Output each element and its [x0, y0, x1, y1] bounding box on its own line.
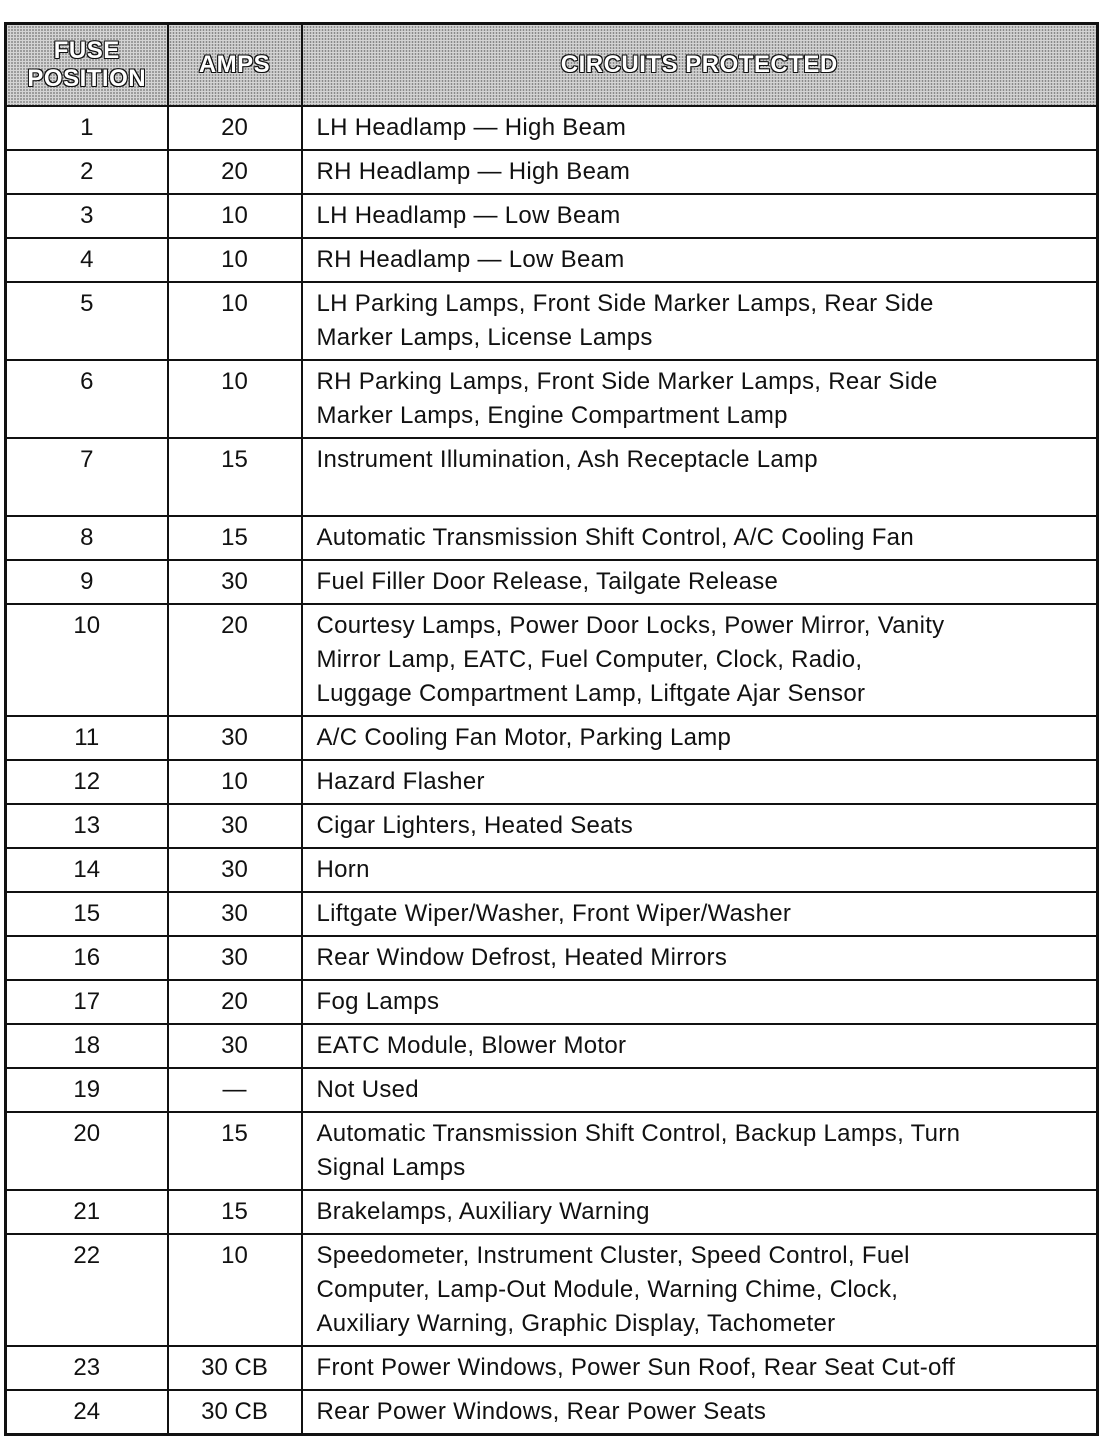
circuits-cell [302, 892, 1098, 936]
circuit-line: Mirror Lamp, EATC, Fuel Computer, Clock, Radio, [316, 646, 863, 673]
circuits-cell [302, 980, 1098, 1024]
fuse-position-cell: 7 [6, 438, 168, 516]
circuits-cell [302, 716, 1098, 760]
circuit-line: Instrument Illumination, Ash Receptacle Lamp [316, 446, 818, 473]
circuit-line: LH Parking Lamps, Front Side Marker Lamps, Rear Side [316, 290, 934, 317]
amps-cell: 30 [168, 560, 302, 604]
fuse-position-cell: 22 [6, 1234, 168, 1346]
fuse-position-cell: 13 [6, 804, 168, 848]
fuse-position-cell: 2 [6, 150, 168, 194]
circuit-line: Rear Power Windows, Rear Power Seats [316, 1398, 767, 1425]
circuits-cell [302, 1068, 1098, 1112]
circuit-line: Luggage Compartment Lamp, Liftgate Ajar Sensor [316, 680, 866, 707]
amps-cell: 30 CB [168, 1346, 302, 1390]
fuse-position-cell: 9 [6, 560, 168, 604]
amps-cell: 30 [168, 848, 302, 892]
amps-cell: 10 [168, 760, 302, 804]
circuits-cell [302, 936, 1098, 980]
amps-cell: 10 [168, 282, 302, 360]
circuit-line: Automatic Transmission Shift Control, Backup Lamps, Turn [316, 1120, 961, 1147]
circuits-cell [302, 1024, 1098, 1068]
circuits-cell [302, 360, 1098, 438]
fuse-position-cell: 8 [6, 516, 168, 560]
circuit-line: Signal Lamps [316, 1154, 466, 1181]
circuits-cell [302, 1190, 1098, 1234]
amps-cell: 15 [168, 438, 302, 516]
table-row [6, 150, 1098, 194]
circuit-line: Automatic Transmission Shift Control, A/C Cooling Fan [316, 524, 914, 551]
circuits-cell [302, 804, 1098, 848]
amps-cell: 30 [168, 892, 302, 936]
circuit-line: Auxiliary Warning, Graphic Display, Tachometer [316, 1310, 836, 1337]
fuse-position-cell: 11 [6, 716, 168, 760]
circuits-cell [302, 1234, 1098, 1346]
circuits-cell [302, 560, 1098, 604]
circuit-line: Horn [316, 856, 370, 883]
circuits-cell [302, 106, 1098, 150]
amps-cell: 15 [168, 516, 302, 560]
table-row [6, 760, 1098, 804]
fuse-position-cell: 19 [6, 1068, 168, 1112]
amps-cell: 10 [168, 238, 302, 282]
table-row [6, 936, 1098, 980]
fuse-position-cell: 3 [6, 194, 168, 238]
circuit-line: Marker Lamps, Engine Compartment Lamp [316, 402, 788, 429]
amps-cell: 20 [168, 604, 302, 716]
fuse-position-cell: 4 [6, 238, 168, 282]
table-row [6, 804, 1098, 848]
table-row [6, 1024, 1098, 1068]
circuit-line: Marker Lamps, License Lamps [316, 324, 653, 351]
circuit-line: RH Parking Lamps, Front Side Marker Lamps, Rear Side [316, 368, 938, 395]
table-body [6, 106, 1098, 1435]
table-row [6, 106, 1098, 150]
fuse-position-header [6, 24, 168, 107]
table-row [6, 282, 1098, 360]
amps-cell: 30 [168, 936, 302, 980]
circuit-line: LH Headlamp — Low Beam [316, 202, 621, 229]
circuit-line: A/C Cooling Fan Motor, Parking Lamp [316, 724, 732, 751]
table-header [6, 24, 1098, 107]
amps-cell: 30 [168, 804, 302, 848]
fuse-position-cell: 20 [6, 1112, 168, 1190]
table-row [6, 194, 1098, 238]
table-row [6, 516, 1098, 560]
circuits-cell [302, 438, 1098, 516]
fuse-position-cell: 21 [6, 1190, 168, 1234]
circuit-line: Not Used [316, 1076, 419, 1103]
circuits-cell [302, 1390, 1098, 1435]
fuse-table [4, 22, 1099, 1436]
circuit-line [317, 477, 1085, 511]
circuits-cell [302, 848, 1098, 892]
table-row [6, 560, 1098, 604]
table-row [6, 1112, 1098, 1190]
fuse-position-cell: 15 [6, 892, 168, 936]
amps-cell: 30 CB [168, 1390, 302, 1435]
circuits-cell [302, 516, 1098, 560]
circuit-line: RH Headlamp — High Beam [316, 158, 631, 185]
circuits-cell [302, 1112, 1098, 1190]
circuits-cell [302, 150, 1098, 194]
fuse-position-cell: 16 [6, 936, 168, 980]
amps-cell: 10 [168, 1234, 302, 1346]
circuits-protected-header: CIRCUITS PROTECTED [302, 24, 1098, 107]
header-row [6, 24, 1098, 107]
table-row [6, 1390, 1098, 1435]
fuse-position-cell: 24 [6, 1390, 168, 1435]
circuits-cell [302, 194, 1098, 238]
fuse-position-cell: 18 [6, 1024, 168, 1068]
circuit-line: Rear Window Defrost, Heated Mirrors [316, 944, 728, 971]
circuit-line: Courtesy Lamps, Power Door Locks, Power Mirror, Vanity [316, 612, 945, 639]
circuit-line: Hazard Flasher [316, 768, 485, 795]
amps-cell: 10 [168, 194, 302, 238]
fuse-position-cell: 17 [6, 980, 168, 1024]
fuse-position-cell: 12 [6, 760, 168, 804]
amps-cell: 30 [168, 716, 302, 760]
circuits-cell [302, 238, 1098, 282]
circuits-cell [302, 604, 1098, 716]
circuit-line: Fuel Filler Door Release, Tailgate Release [316, 568, 779, 595]
fuse-position-cell: 1 [6, 106, 168, 150]
circuit-line: Cigar Lighters, Heated Seats [316, 812, 634, 839]
fuse-position-cell: 10 [6, 604, 168, 716]
amps-header: AMPS [168, 24, 302, 107]
table-row [6, 1068, 1098, 1112]
fuse-position-cell: 5 [6, 282, 168, 360]
fuse-position-header-line2: POSITION [27, 65, 147, 92]
circuit-line: Front Power Windows, Power Sun Roof, Rear Seat Cut-off [316, 1354, 956, 1381]
circuits-cell [302, 760, 1098, 804]
circuit-line: Speedometer, Instrument Cluster, Speed Control, Fuel [316, 1242, 910, 1269]
fuse-position-header-line1: FUSE [53, 37, 120, 64]
circuit-line: RH Headlamp — Low Beam [316, 246, 625, 273]
circuits-cell [302, 1346, 1098, 1390]
table-row [6, 238, 1098, 282]
table-row [6, 604, 1098, 716]
table-row [6, 892, 1098, 936]
amps-cell: 20 [168, 150, 302, 194]
table-row [6, 438, 1098, 516]
circuit-line: Computer, Lamp-Out Module, Warning Chime, Clock, [316, 1276, 899, 1303]
table-row [6, 980, 1098, 1024]
circuits-cell [302, 282, 1098, 360]
amps-cell: 15 [168, 1112, 302, 1190]
table-row [6, 848, 1098, 892]
table-row [6, 1346, 1098, 1390]
amps-cell: 20 [168, 980, 302, 1024]
circuit-line: LH Headlamp — High Beam [316, 114, 627, 141]
amps-cell: 15 [168, 1190, 302, 1234]
table-row [6, 1234, 1098, 1346]
amps-cell: — [168, 1068, 302, 1112]
fuse-position-cell: 6 [6, 360, 168, 438]
table-row [6, 360, 1098, 438]
fuse-position-cell: 14 [6, 848, 168, 892]
table-row [6, 716, 1098, 760]
amps-cell: 30 [168, 1024, 302, 1068]
circuit-line: Fog Lamps [316, 988, 440, 1015]
amps-cell: 20 [168, 106, 302, 150]
circuit-line: Brakelamps, Auxiliary Warning [316, 1198, 650, 1225]
circuit-line: EATC Module, Blower Motor [316, 1032, 627, 1059]
fuse-position-cell: 23 [6, 1346, 168, 1390]
table-row [6, 1190, 1098, 1234]
circuit-line: Liftgate Wiper/Washer, Front Wiper/Washer [316, 900, 792, 927]
amps-cell: 10 [168, 360, 302, 438]
